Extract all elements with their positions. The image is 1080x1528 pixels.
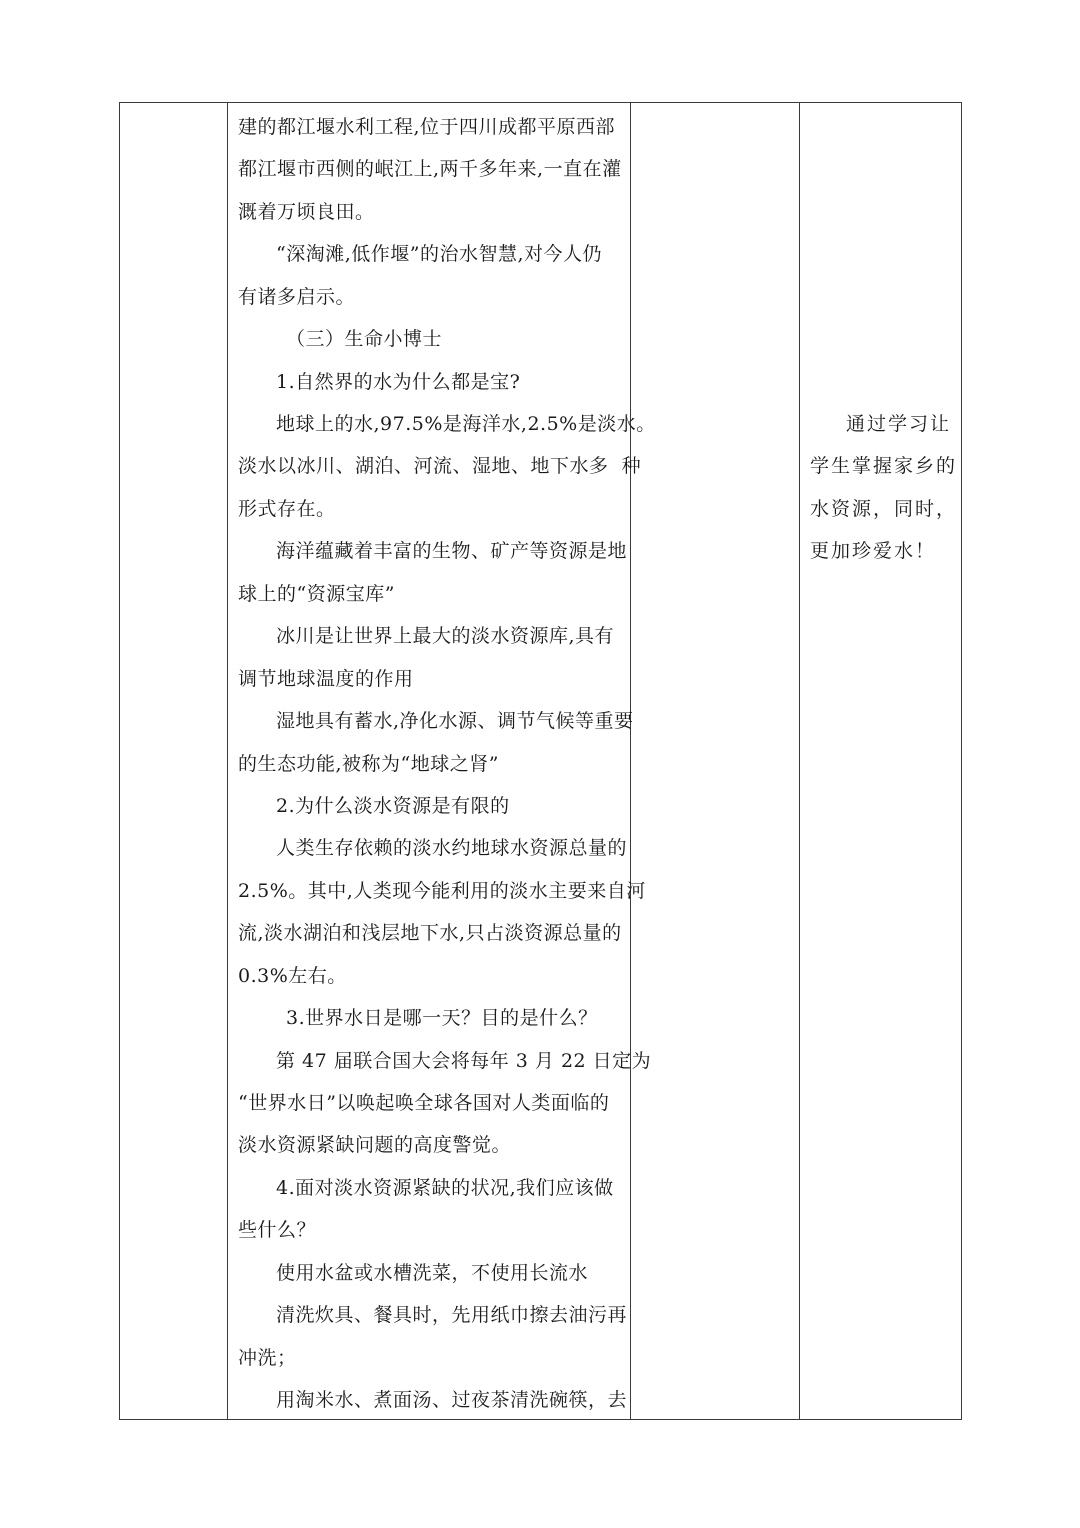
question-heading: 4.面对淡水资源紧缺的状况,我们应该做 [276,1177,614,1199]
content-line: 有诸多启示。 [238,286,356,308]
content-line: “世界水日”以唤起唤全球各国对人类面临的 [238,1092,610,1114]
lesson-table [119,102,962,1420]
content-line: 冰川是让世界上最大的淡水资源库,具有 [276,625,615,647]
content-line: 第 47 届联合国大会将每年 3 月 22 日定为 [276,1050,652,1072]
content-line: 用淘米水、煮面汤、过夜茶清洗碗筷，去 [276,1389,628,1411]
intent-line: 更加珍爱水！ [810,540,937,562]
content-line: 海洋蕴藏着丰富的生物、矿产等资源是地 [276,540,628,562]
content-line: 使用水盆或水槽洗菜，不使用长流水 [276,1262,589,1284]
content-line: 建的都江堰水利工程,位于四川成都平原西部 [238,116,616,138]
content-line: 淡水以冰川、湖泊、河流、湿地、地下水多 种 [238,455,642,477]
teaching-content-cell [228,103,656,1419]
content-line: 调节地球温度的作用 [238,668,414,690]
content-line: 些什么？ [238,1219,317,1241]
intent-line: 学生掌握家乡的 [810,455,958,477]
content-line: 球上的“资源宝库” [238,583,395,605]
content-line: 溉着万顷良田。 [238,201,375,223]
content-line: 的生态功能,被称为“地球之肾” [238,753,499,775]
content-line: 湿地具有蓄水,净化水源、调节气候等重要 [276,710,634,732]
intent-line: 通过学习让 [846,413,952,435]
content-line: 都江堰市西侧的岷江上,两千多年来,一直在灌 [238,158,622,180]
content-line: 冲洗； [238,1347,297,1369]
content-line: 形式存在。 [238,498,336,520]
content-line: 流,淡水湖泊和浅层地下水,只占淡资源总量的 [238,922,622,944]
content-line: 淡水资源紧缺问题的高度警觉。 [238,1134,512,1156]
design-intent-cell [800,103,962,1419]
section-heading: （三）生命小博士 [286,328,443,350]
intent-line: 水资源，同时， [810,498,958,520]
question-heading: 3.世界水日是哪一天？目的是什么？ [286,1007,598,1029]
content-line: “深淘滩,低作堰”的治水智慧,对今人仍 [276,243,603,265]
content-line: 地球上的水,97.5%是海洋水,2.5%是淡水。 [276,413,656,435]
content-line: 2.5%。其中,人类现今能利用的淡水主要来自河 [238,880,646,902]
column-divider-2 [630,103,631,1419]
question-heading: 2.为什么淡水资源是有限的 [276,795,510,817]
content-line: 清洗炊具、餐具时，先用纸巾擦去油污再 [276,1304,628,1326]
content-line: 人类生存依赖的淡水约地球水资源总量的 [276,837,628,859]
content-line: 0.3%左右。 [238,965,347,987]
question-heading: 1.自然界的水为什么都是宝? [276,371,521,393]
